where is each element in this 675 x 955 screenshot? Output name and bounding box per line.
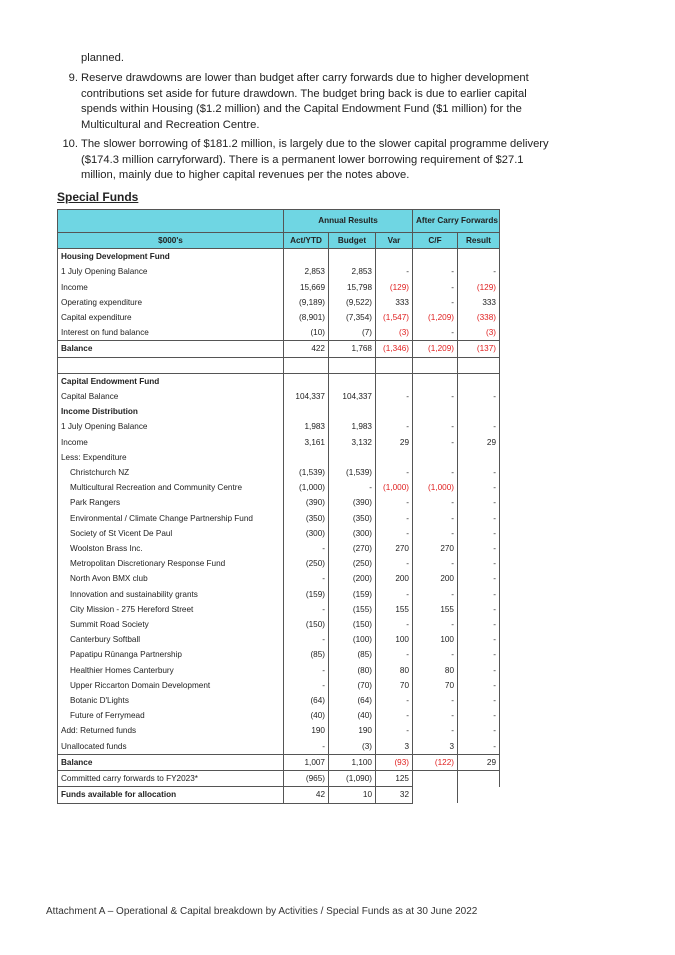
cell-act: (64): [284, 693, 329, 708]
table-row: [58, 571, 500, 586]
cell-act: (1,539): [284, 465, 329, 480]
cell-act: -: [284, 632, 329, 647]
cell-cf: (1,209): [413, 310, 458, 325]
note-number: 9.: [68, 72, 78, 84]
cell-result: -: [458, 708, 500, 723]
cell-var: 200: [376, 571, 413, 586]
cell-var: -: [376, 587, 413, 602]
col-header-result: Result: [458, 233, 500, 249]
cell-budget: [329, 404, 376, 419]
cell-act: 1,007: [284, 754, 329, 770]
cell-result: [458, 404, 500, 419]
cell-var: 70: [376, 678, 413, 693]
table-row: [58, 587, 500, 602]
cell-var: 100: [376, 632, 413, 647]
col-header-var: Var: [376, 233, 413, 249]
row-label: 1 July Opening Balance: [58, 264, 284, 279]
row-label: Woolston Brass Inc.: [58, 541, 284, 556]
cell-var: -: [376, 526, 413, 541]
row-label: Capital Balance: [58, 389, 284, 404]
row-label: City Mission - 275 Hereford Street: [58, 602, 284, 617]
cell-act: (85): [284, 647, 329, 662]
row-label: Balance: [58, 341, 284, 357]
cell-cf: [413, 787, 458, 803]
cell-cf: (1,000): [413, 480, 458, 495]
note-line: spends within Housing ($1.2 million) and the Capital Endowment Fund ($1 million) for the: [81, 103, 522, 116]
cell-budget: (350): [329, 511, 376, 526]
cell-cf: -: [413, 325, 458, 341]
cell-act: [284, 357, 329, 373]
cell-cf: -: [413, 587, 458, 602]
table-row: [58, 249, 500, 265]
cell-cf: -: [413, 617, 458, 632]
cell-var: [376, 357, 413, 373]
cell-result: [458, 450, 500, 465]
table-row: [58, 310, 500, 325]
table-row: [58, 264, 500, 279]
cell-result: -: [458, 419, 500, 434]
cell-result: (137): [458, 341, 500, 357]
cell-act: -: [284, 678, 329, 693]
cell-var: 29: [376, 435, 413, 450]
row-label: Capital expenditure: [58, 310, 284, 325]
table-row: [58, 450, 500, 465]
row-label: Summit Road Society: [58, 617, 284, 632]
cell-cf: -: [413, 389, 458, 404]
cell-budget: [329, 373, 376, 389]
cell-var: (93): [376, 754, 413, 770]
row-label: Innovation and sustainability grants: [58, 587, 284, 602]
cell-cf: (122): [413, 754, 458, 770]
row-label: Society of St Vicent De Paul: [58, 526, 284, 541]
row-label: Income: [58, 280, 284, 295]
cell-result: -: [458, 541, 500, 556]
cell-var: [376, 450, 413, 465]
cell-result: 29: [458, 435, 500, 450]
cell-cf: -: [413, 511, 458, 526]
row-label: Multicultural Recreation and Community Centre: [58, 480, 284, 495]
group-after-carry-forwards: After Carry Forwards: [413, 210, 500, 233]
cell-budget: -: [329, 480, 376, 495]
cell-budget: (390): [329, 495, 376, 510]
cell-result: -: [458, 739, 500, 755]
cell-result: -: [458, 602, 500, 617]
cell-result: -: [458, 617, 500, 632]
table-row: [58, 480, 500, 495]
group-annual-results: Annual Results: [284, 210, 413, 233]
cell-cf: -: [413, 723, 458, 738]
cell-budget: (159): [329, 587, 376, 602]
cell-cf: -: [413, 526, 458, 541]
cell-act: (1,000): [284, 480, 329, 495]
cell-budget: (64): [329, 693, 376, 708]
cell-var: 125: [376, 771, 413, 787]
table-row: [58, 787, 500, 803]
table-row: [58, 602, 500, 617]
table-row: [58, 693, 500, 708]
table-row: [58, 495, 500, 510]
cell-result: -: [458, 556, 500, 571]
cell-var: 3: [376, 739, 413, 755]
cell-budget: (1,539): [329, 465, 376, 480]
row-label: [58, 357, 284, 373]
row-label: Christchurch NZ: [58, 465, 284, 480]
cell-result: -: [458, 480, 500, 495]
cell-budget: (250): [329, 556, 376, 571]
table-row: [58, 663, 500, 678]
cell-budget: 190: [329, 723, 376, 738]
table-row: [58, 280, 500, 295]
cell-act: 422: [284, 341, 329, 357]
cell-budget: (270): [329, 541, 376, 556]
cell-var: -: [376, 723, 413, 738]
cell-act: -: [284, 602, 329, 617]
cell-budget: (85): [329, 647, 376, 662]
cell-budget: 10: [329, 787, 376, 803]
cell-budget: (200): [329, 571, 376, 586]
cell-act: (9,189): [284, 295, 329, 310]
cell-cf: 80: [413, 663, 458, 678]
section-title: Special Funds: [57, 190, 139, 204]
row-label: Unallocated funds: [58, 739, 284, 755]
cell-act: (8,901): [284, 310, 329, 325]
cell-result: 29: [458, 754, 500, 770]
cell-result: [458, 787, 500, 803]
table-row: [58, 541, 500, 556]
note-line: Multicultural and Recreation Centre.: [81, 118, 260, 131]
row-label: Upper Riccarton Domain Development: [58, 678, 284, 693]
cell-budget: 15,798: [329, 280, 376, 295]
cell-result: (338): [458, 310, 500, 325]
cell-var: -: [376, 617, 413, 632]
table-row: [58, 754, 500, 770]
cell-cf: -: [413, 647, 458, 662]
cell-result: -: [458, 632, 500, 647]
cell-var: (129): [376, 280, 413, 295]
cell-result: -: [458, 723, 500, 738]
header-blank: [58, 210, 284, 233]
cell-budget: (9,522): [329, 295, 376, 310]
cell-var: (3): [376, 325, 413, 341]
cell-cf: (1,209): [413, 341, 458, 357]
cell-result: -: [458, 465, 500, 480]
table-group-header: [58, 210, 500, 233]
cell-cf: 200: [413, 571, 458, 586]
row-label: Balance: [58, 754, 284, 770]
row-label: Income Distribution: [58, 404, 284, 419]
cell-budget: (150): [329, 617, 376, 632]
row-label: Environmental / Climate Change Partnership Fund: [58, 511, 284, 526]
cell-budget: [329, 357, 376, 373]
cell-budget: [329, 249, 376, 265]
row-label: 1 July Opening Balance: [58, 419, 284, 434]
cell-cf: -: [413, 708, 458, 723]
cell-act: (150): [284, 617, 329, 632]
cell-budget: (100): [329, 632, 376, 647]
cell-act: 190: [284, 723, 329, 738]
cell-var: [376, 373, 413, 389]
note-number: 10.: [62, 138, 78, 150]
table-row: [58, 556, 500, 571]
table-row: [58, 389, 500, 404]
cell-budget: (80): [329, 663, 376, 678]
cell-budget: (7): [329, 325, 376, 341]
table-row: [58, 739, 500, 755]
special-funds-table: [57, 209, 500, 804]
cell-var: -: [376, 495, 413, 510]
cell-var: [376, 249, 413, 265]
cell-cf: 270: [413, 541, 458, 556]
cell-var: [376, 404, 413, 419]
note-line: contributions set aside for future drawdown. The budget bring back is due to earlier capital: [81, 87, 527, 100]
cell-act: (965): [284, 771, 329, 787]
row-label: Future of Ferrymead: [58, 708, 284, 723]
cell-budget: (1,090): [329, 771, 376, 787]
cell-act: (159): [284, 587, 329, 602]
cell-act: 2,853: [284, 264, 329, 279]
cell-var: (1,346): [376, 341, 413, 357]
cell-var: -: [376, 389, 413, 404]
cell-result: [458, 771, 500, 787]
cell-act: 104,337: [284, 389, 329, 404]
cell-act: [284, 249, 329, 265]
cell-cf: -: [413, 556, 458, 571]
cell-cf: -: [413, 495, 458, 510]
cell-var: (1,000): [376, 480, 413, 495]
cell-cf: 155: [413, 602, 458, 617]
cell-result: -: [458, 678, 500, 693]
cell-cf: [413, 373, 458, 389]
cell-cf: -: [413, 419, 458, 434]
cell-var: -: [376, 511, 413, 526]
table-row: [58, 526, 500, 541]
cell-var: -: [376, 708, 413, 723]
cell-act: 3,161: [284, 435, 329, 450]
cell-act: (390): [284, 495, 329, 510]
cell-var: (1,547): [376, 310, 413, 325]
table-row: [58, 708, 500, 723]
cell-act: -: [284, 541, 329, 556]
col-header-act: Act/YTD: [284, 233, 329, 249]
cell-cf: -: [413, 280, 458, 295]
cell-budget: [329, 450, 376, 465]
table-row: [58, 404, 500, 419]
cell-result: -: [458, 526, 500, 541]
cell-var: -: [376, 264, 413, 279]
row-label: Committed carry forwards to FY2023*: [58, 771, 284, 787]
cell-var: 155: [376, 602, 413, 617]
note-line: Reserve drawdowns are lower than budget after carry forwards due to higher development: [81, 72, 529, 84]
cell-budget: 1,983: [329, 419, 376, 434]
cell-budget: 3,132: [329, 435, 376, 450]
cell-act: 15,669: [284, 280, 329, 295]
cell-cf: -: [413, 295, 458, 310]
page-footer: Attachment A – Operational & Capital breakdown by Activities / Special Funds as at 30 June 2022: [46, 906, 478, 917]
cell-act: -: [284, 571, 329, 586]
cell-cf: [413, 771, 458, 787]
note-line: ($174.3 million carryforward). There is a permanent lower borrowing requirement of $27.1: [81, 153, 524, 166]
cell-act: 42: [284, 787, 329, 803]
col-header-budget: Budget: [329, 233, 376, 249]
table-row: [58, 771, 500, 787]
cell-var: -: [376, 419, 413, 434]
cell-cf: -: [413, 693, 458, 708]
table-row: [58, 295, 500, 310]
cell-result: 333: [458, 295, 500, 310]
cell-cf: [413, 450, 458, 465]
cell-result: (129): [458, 280, 500, 295]
cell-cf: [413, 404, 458, 419]
intro-text: planned.: [81, 52, 124, 64]
table-column-header: [58, 233, 500, 249]
cell-result: -: [458, 647, 500, 662]
cell-budget: (40): [329, 708, 376, 723]
cell-var: 32: [376, 787, 413, 803]
cell-act: 1,983: [284, 419, 329, 434]
cell-budget: 2,853: [329, 264, 376, 279]
cell-act: -: [284, 739, 329, 755]
cell-cf: 100: [413, 632, 458, 647]
cell-result: -: [458, 587, 500, 602]
cell-result: -: [458, 389, 500, 404]
cell-budget: 1,100: [329, 754, 376, 770]
table-row: [58, 678, 500, 693]
note-line: million, mainly due to higher capital revenues per the notes above.: [81, 169, 410, 182]
cell-result: -: [458, 495, 500, 510]
cell-act: (250): [284, 556, 329, 571]
table-row: [58, 373, 500, 389]
cell-act: -: [284, 663, 329, 678]
cell-cf: [413, 357, 458, 373]
row-label: Capital Endowment Fund: [58, 373, 284, 389]
table-row: [58, 632, 500, 647]
cell-act: (300): [284, 526, 329, 541]
row-label: Park Rangers: [58, 495, 284, 510]
cell-result: -: [458, 693, 500, 708]
cell-budget: 1,768: [329, 341, 376, 357]
cell-var: 270: [376, 541, 413, 556]
cell-var: 80: [376, 663, 413, 678]
row-label: North Avon BMX club: [58, 571, 284, 586]
table-row: [58, 647, 500, 662]
cell-budget: (7,354): [329, 310, 376, 325]
cell-var: -: [376, 556, 413, 571]
cell-result: -: [458, 663, 500, 678]
row-label: Income: [58, 435, 284, 450]
row-label: Funds available for allocation: [58, 787, 284, 803]
cell-act: (40): [284, 708, 329, 723]
cell-var: -: [376, 465, 413, 480]
row-label: Housing Development Fund: [58, 249, 284, 265]
table-row: [58, 435, 500, 450]
table-row: [58, 325, 500, 341]
cell-cf: -: [413, 435, 458, 450]
cell-result: [458, 357, 500, 373]
cell-cf: -: [413, 264, 458, 279]
table-row: [58, 511, 500, 526]
cell-act: [284, 404, 329, 419]
cell-budget: (3): [329, 739, 376, 755]
row-label: Canterbury Softball: [58, 632, 284, 647]
note-line: The slower borrowing of $181.2 million, is largely due to the slower capital programme delivery: [81, 138, 549, 150]
table-row: [58, 419, 500, 434]
table-row: [58, 465, 500, 480]
cell-result: -: [458, 511, 500, 526]
cell-var: -: [376, 647, 413, 662]
col-header-label: $000's: [58, 233, 284, 249]
cell-act: (10): [284, 325, 329, 341]
cell-cf: [413, 249, 458, 265]
cell-result: -: [458, 571, 500, 586]
cell-result: [458, 373, 500, 389]
cell-budget: (70): [329, 678, 376, 693]
table-row: [58, 723, 500, 738]
cell-act: (350): [284, 511, 329, 526]
row-label: Add: Returned funds: [58, 723, 284, 738]
cell-act: [284, 373, 329, 389]
cell-result: [458, 249, 500, 265]
cell-budget: 104,337: [329, 389, 376, 404]
cell-budget: (300): [329, 526, 376, 541]
cell-cf: 70: [413, 678, 458, 693]
cell-var: -: [376, 693, 413, 708]
cell-budget: (155): [329, 602, 376, 617]
table-row: [58, 341, 500, 357]
cell-cf: 3: [413, 739, 458, 755]
row-label: Metropolitan Discretionary Response Fund: [58, 556, 284, 571]
row-label: Interest on fund balance: [58, 325, 284, 341]
table-row: [58, 617, 500, 632]
cell-var: 333: [376, 295, 413, 310]
row-label: Papatipu Rūnanga Partnership: [58, 647, 284, 662]
row-label: Healthier Homes Canterbury: [58, 663, 284, 678]
row-label: Less: Expenditure: [58, 450, 284, 465]
row-label: Botanic D'Lights: [58, 693, 284, 708]
cell-result: (3): [458, 325, 500, 341]
cell-cf: -: [413, 465, 458, 480]
row-label: Operating expenditure: [58, 295, 284, 310]
cell-act: [284, 450, 329, 465]
col-header-cf: C/F: [413, 233, 458, 249]
table-spacer-row: [58, 357, 500, 373]
cell-result: -: [458, 264, 500, 279]
